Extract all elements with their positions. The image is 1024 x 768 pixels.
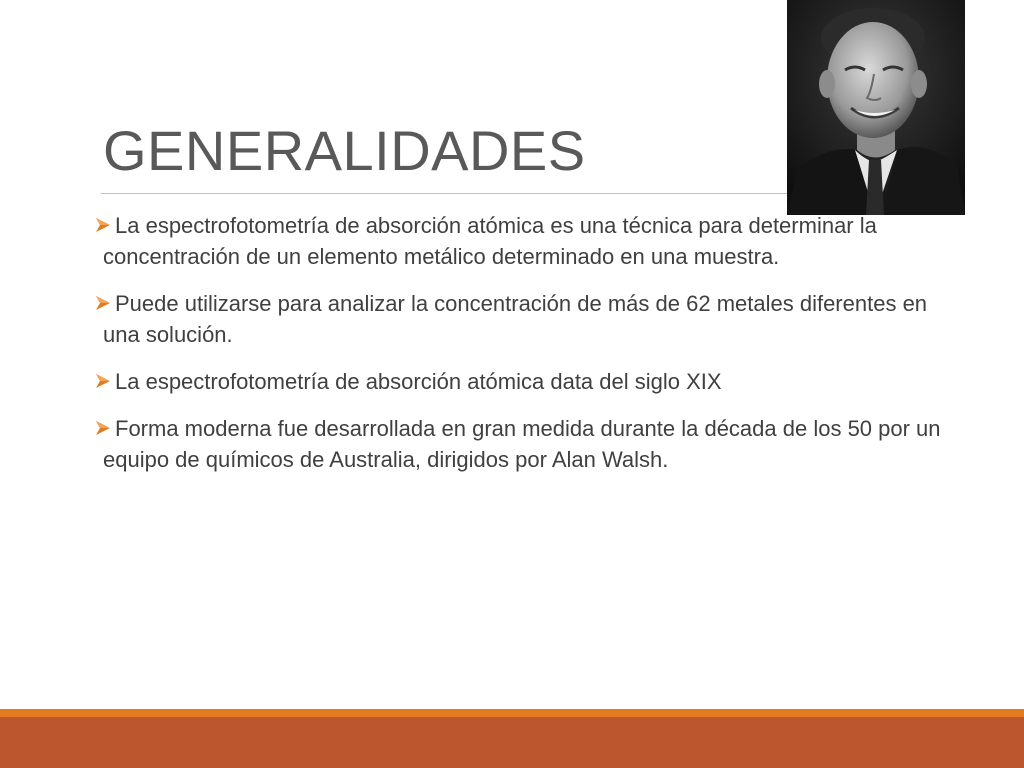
bullet-item [103, 288, 943, 350]
bullet-item [103, 366, 943, 397]
arrowhead-bullet-icon [93, 418, 113, 438]
arrowhead-bullet-icon [93, 371, 113, 391]
bullet-item [103, 210, 943, 272]
title-divider [101, 193, 815, 194]
bullet-text: Puede utilizarse para analizar la concentración de más de 62 metales diferentes en una solución. [103, 291, 928, 347]
bullet-text: La espectrofotometría de absorción atómica data del siglo XIX [115, 369, 722, 394]
footer-accent-stripe [0, 709, 1024, 717]
portrait-image [787, 0, 965, 215]
portrait-photo [787, 0, 965, 215]
arrowhead-bullet-icon [93, 215, 113, 235]
bullet-text: Forma moderna fue desarrollada en gran medida durante la década de los 50 por un equipo de químicos de Australia, dirigidos por Alan Walsh. [103, 416, 941, 472]
arrowhead-bullet-icon [93, 293, 113, 313]
bullet-text: La espectrofotometría de absorción atómica es una técnica para determinar la concentración de un elemento metálico determinado en una muestra. [103, 213, 877, 269]
footer-bar [0, 717, 1024, 768]
bullet-list [103, 210, 943, 491]
slide-title: GENERALIDADES [103, 119, 586, 182]
bullet-item [103, 413, 943, 475]
